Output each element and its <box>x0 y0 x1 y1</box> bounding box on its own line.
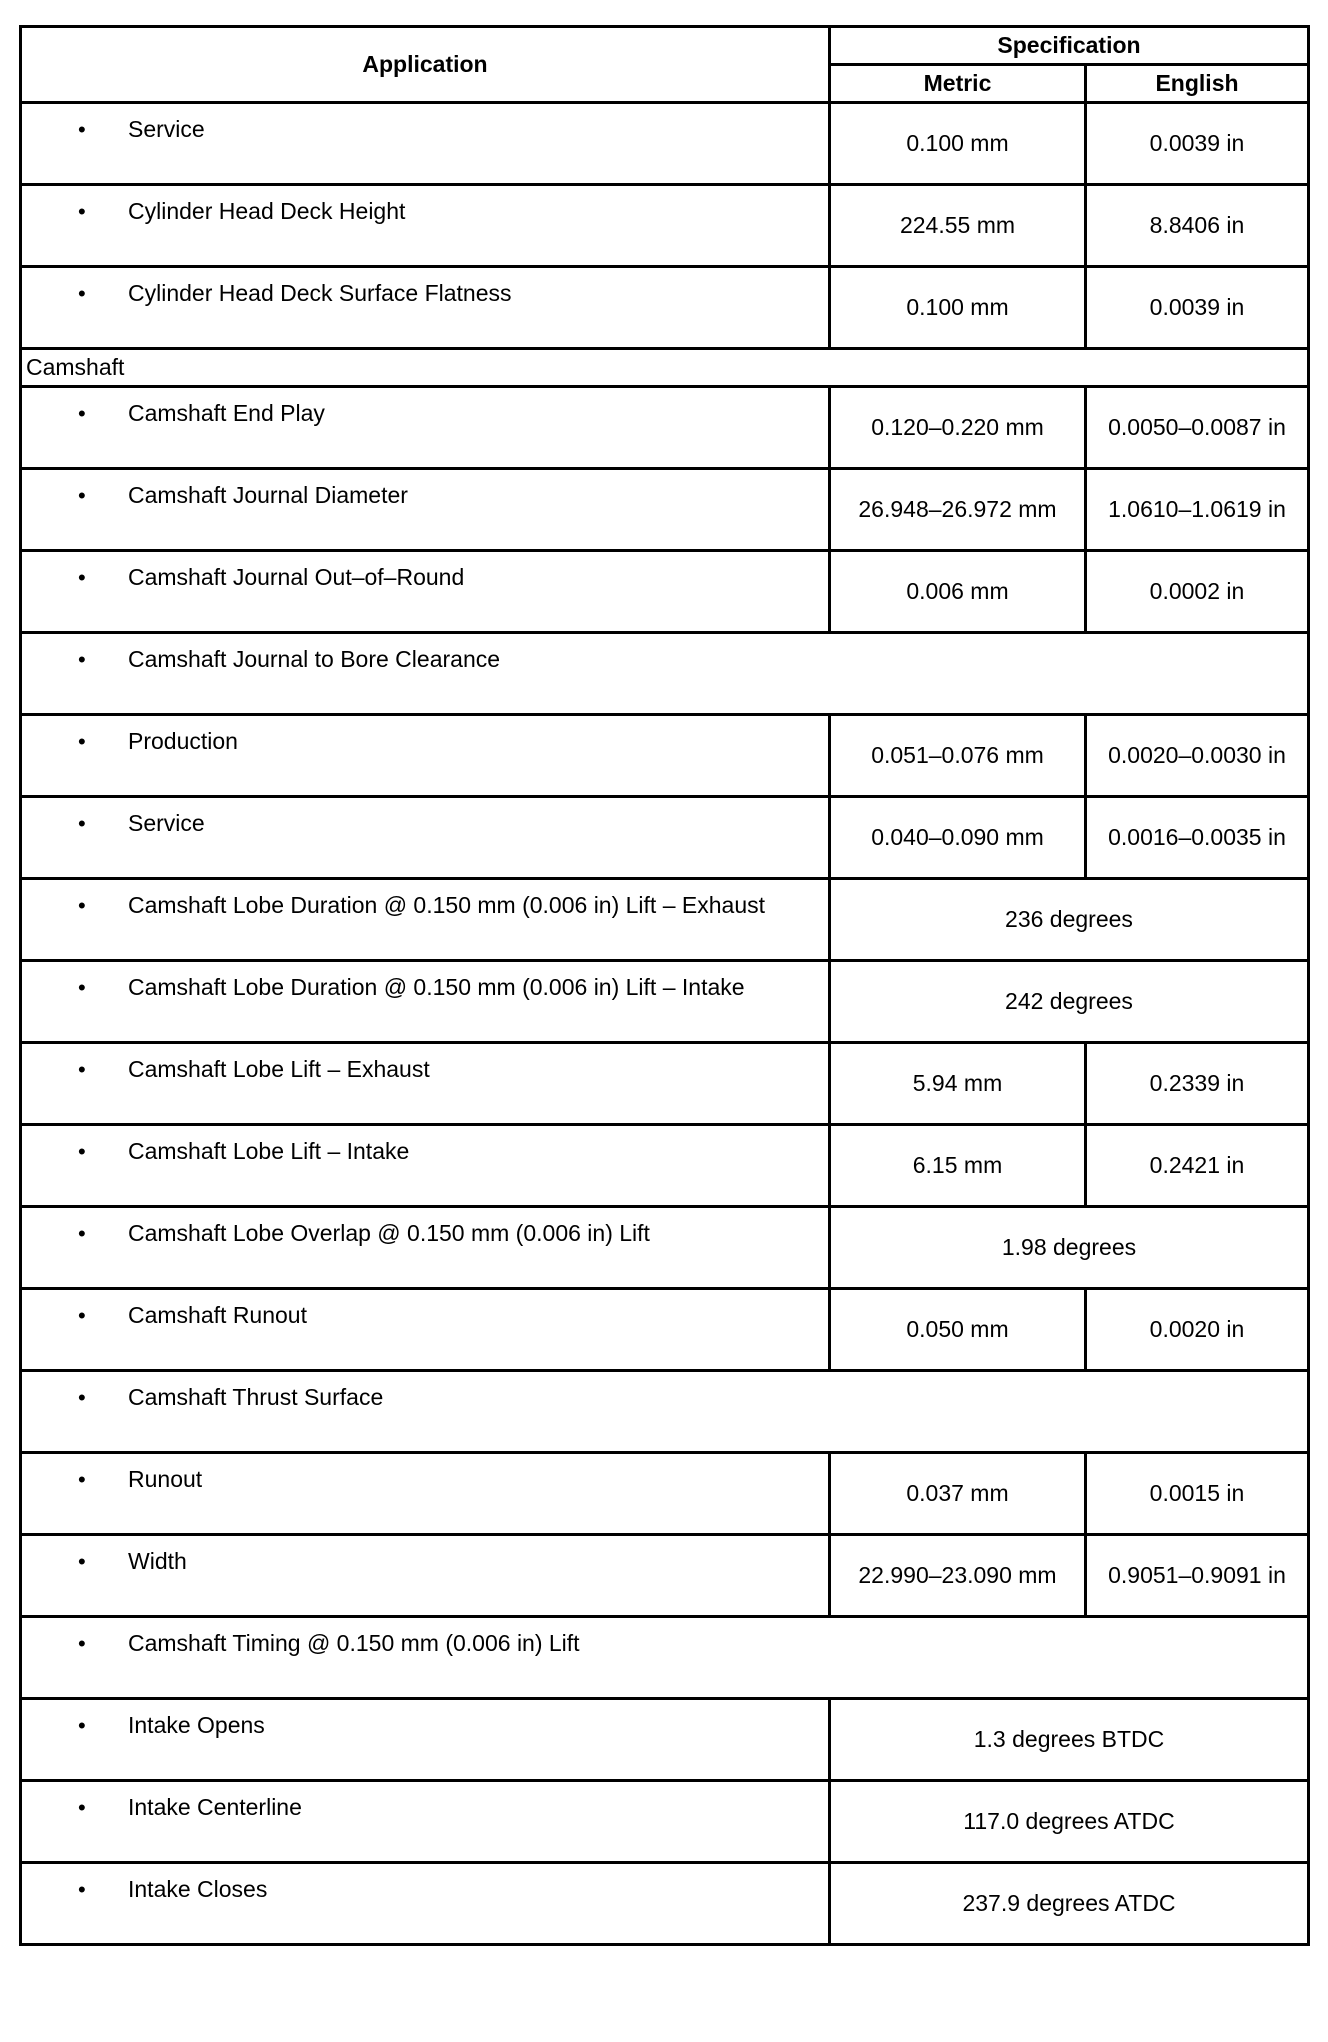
application-label: Camshaft Lobe Duration @ 0.150 mm (0.006 in) Lift – Intake <box>128 974 745 1000</box>
application-label: Cylinder Head Deck Height <box>128 198 406 224</box>
table-row <box>21 103 1309 185</box>
table-row <box>21 715 1309 797</box>
application-label: Intake Centerline <box>128 1794 302 1820</box>
metric-value: 0.051–0.076 mm <box>830 715 1086 797</box>
bullet-icon: • <box>78 1795 86 1820</box>
table-row <box>21 1617 1309 1699</box>
bullet-icon: • <box>78 281 86 306</box>
application-label: Camshaft Lobe Overlap @ 0.150 mm (0.006 in) Lift <box>128 1220 650 1246</box>
bullet-icon: • <box>78 811 86 836</box>
application-label: Service <box>128 116 205 142</box>
metric-value: 0.120–0.220 mm <box>830 387 1086 469</box>
english-value: 0.0039 in <box>1086 267 1309 349</box>
application-label: Camshaft Thrust Surface <box>128 1384 384 1410</box>
specification-value: 117.0 degrees ATDC <box>830 1781 1309 1863</box>
application-cell <box>21 879 830 961</box>
metric-header: Metric <box>830 65 1086 103</box>
table-row <box>21 387 1309 469</box>
table-row <box>21 797 1309 879</box>
english-value: 0.0020 in <box>1086 1289 1309 1371</box>
application-label: Camshaft Timing @ 0.150 mm (0.006 in) Lift <box>128 1630 580 1656</box>
application-cell <box>21 1535 830 1617</box>
table-row <box>21 1125 1309 1207</box>
metric-value: 5.94 mm <box>830 1043 1086 1125</box>
english-value: 0.0050–0.0087 in <box>1086 387 1309 469</box>
application-cell <box>21 1207 830 1289</box>
application-label: Width <box>128 1548 187 1574</box>
specification-value: 237.9 degrees ATDC <box>830 1863 1309 1945</box>
table-row <box>21 469 1309 551</box>
application-cell <box>21 267 830 349</box>
bullet-icon: • <box>78 1303 86 1328</box>
application-label: Runout <box>128 1466 203 1492</box>
english-value: 8.8406 in <box>1086 185 1309 267</box>
application-label: Intake Closes <box>128 1876 268 1902</box>
table-row <box>21 1043 1309 1125</box>
table-row <box>21 961 1309 1043</box>
table-row <box>21 1781 1309 1863</box>
english-value: 0.0015 in <box>1086 1453 1309 1535</box>
bullet-icon: • <box>78 1877 86 1902</box>
bullet-icon: • <box>78 117 86 142</box>
application-label: Camshaft Lobe Lift – Intake <box>128 1138 410 1164</box>
english-value: 0.9051–0.9091 in <box>1086 1535 1309 1617</box>
bullet-icon: • <box>78 975 86 1000</box>
metric-value: 0.100 mm <box>830 103 1086 185</box>
application-label: Camshaft Lobe Duration @ 0.150 mm (0.006 in) Lift – Exhaust <box>128 892 766 918</box>
table-row <box>21 551 1309 633</box>
application-cell <box>21 633 1309 715</box>
metric-value: 0.037 mm <box>830 1453 1086 1535</box>
application-cell <box>21 1699 830 1781</box>
metric-value: 26.948–26.972 mm <box>830 469 1086 551</box>
specification-value: 1.98 degrees <box>830 1207 1309 1289</box>
application-cell <box>21 469 830 551</box>
bullet-icon: • <box>78 647 86 672</box>
application-label: Camshaft Journal to Bore Clearance <box>128 646 501 672</box>
application-header: Application <box>21 27 830 103</box>
metric-value: 0.100 mm <box>830 267 1086 349</box>
bullet-icon: • <box>78 1057 86 1082</box>
bullet-icon: • <box>78 199 86 224</box>
bullet-icon: • <box>78 893 86 918</box>
application-cell <box>21 185 830 267</box>
application-label: Production <box>128 728 238 754</box>
application-label: Intake Opens <box>128 1712 265 1738</box>
application-cell <box>21 551 830 633</box>
english-value: 0.0039 in <box>1086 103 1309 185</box>
table-row <box>21 633 1309 715</box>
section-row <box>21 349 1309 387</box>
bullet-icon: • <box>78 401 86 426</box>
application-label: Camshaft Runout <box>128 1302 307 1328</box>
english-value: 0.0016–0.0035 in <box>1086 797 1309 879</box>
application-cell <box>21 1617 1309 1699</box>
bullet-icon: • <box>78 1385 86 1410</box>
english-header: English <box>1086 65 1309 103</box>
table-row <box>21 1535 1309 1617</box>
table-row <box>21 879 1309 961</box>
specification-table <box>19 25 1310 1946</box>
metric-value: 0.006 mm <box>830 551 1086 633</box>
table-row <box>21 267 1309 349</box>
bullet-icon: • <box>78 565 86 590</box>
table-row <box>21 1453 1309 1535</box>
application-cell <box>21 1125 830 1207</box>
specification-value: 1.3 degrees BTDC <box>830 1699 1309 1781</box>
application-label: Service <box>128 810 205 836</box>
table-row <box>21 1863 1309 1945</box>
english-value: 1.0610–1.0619 in <box>1086 469 1309 551</box>
application-cell <box>21 387 830 469</box>
application-label: Cylinder Head Deck Surface Flatness <box>128 280 512 306</box>
application-cell <box>21 103 830 185</box>
table-body <box>21 103 1309 1945</box>
application-cell <box>21 961 830 1043</box>
application-cell <box>21 1781 830 1863</box>
bullet-icon: • <box>78 1631 86 1656</box>
table-header <box>21 27 1309 103</box>
bullet-icon: • <box>78 483 86 508</box>
specification-value: 242 degrees <box>830 961 1309 1043</box>
bullet-icon: • <box>78 1713 86 1738</box>
application-cell <box>21 1043 830 1125</box>
application-label: Camshaft Journal Out–of–Round <box>128 564 465 590</box>
metric-value: 22.990–23.090 mm <box>830 1535 1086 1617</box>
application-cell <box>21 797 830 879</box>
table-row <box>21 1371 1309 1453</box>
metric-value: 6.15 mm <box>830 1125 1086 1207</box>
bullet-icon: • <box>78 729 86 754</box>
application-label: Camshaft Lobe Lift – Exhaust <box>128 1056 430 1082</box>
application-cell <box>21 1453 830 1535</box>
english-value: 0.2421 in <box>1086 1125 1309 1207</box>
english-value: 0.0020–0.0030 in <box>1086 715 1309 797</box>
application-cell <box>21 1289 830 1371</box>
section-label: Camshaft <box>21 349 1309 387</box>
table-row <box>21 1699 1309 1781</box>
table-row <box>21 1207 1309 1289</box>
application-cell <box>21 715 830 797</box>
bullet-icon: • <box>78 1549 86 1574</box>
metric-value: 224.55 mm <box>830 185 1086 267</box>
application-cell <box>21 1863 830 1945</box>
bullet-icon: • <box>78 1139 86 1164</box>
application-label: Camshaft End Play <box>128 400 325 426</box>
bullet-icon: • <box>78 1467 86 1492</box>
specification-header: Specification <box>830 27 1309 65</box>
english-value: 0.0002 in <box>1086 551 1309 633</box>
table-row <box>21 185 1309 267</box>
specification-value: 236 degrees <box>830 879 1309 961</box>
metric-value: 0.050 mm <box>830 1289 1086 1371</box>
application-label: Camshaft Journal Diameter <box>128 482 408 508</box>
table-row <box>21 1289 1309 1371</box>
metric-value: 0.040–0.090 mm <box>830 797 1086 879</box>
english-value: 0.2339 in <box>1086 1043 1309 1125</box>
application-cell <box>21 1371 1309 1453</box>
bullet-icon: • <box>78 1221 86 1246</box>
